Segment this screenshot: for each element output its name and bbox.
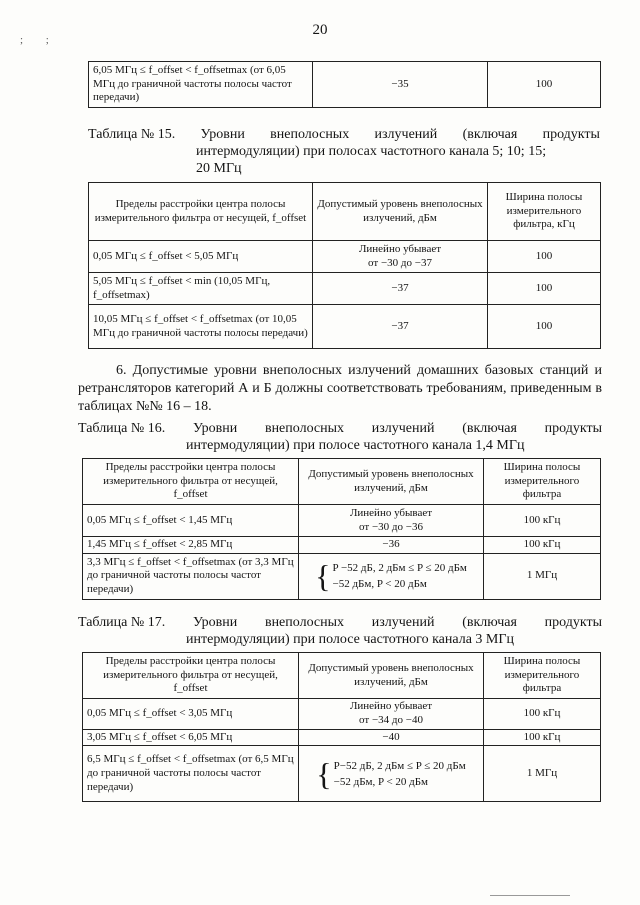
caption-word: излучений <box>374 127 438 142</box>
caption-word: внеполосных <box>264 615 345 630</box>
level-line: Линейно убывает <box>358 242 442 255</box>
page-number: 20 <box>312 22 328 38</box>
header-level: Допустимый уровень внеполосных излучений, дБм <box>313 183 488 241</box>
level-cell <box>299 699 484 730</box>
caption-label: Таблица № 16. <box>78 421 166 436</box>
table-continuation <box>88 61 601 108</box>
caption-line: интермодуляции) при полосе частотного канала 1,4 МГц <box>186 438 525 453</box>
caption-line: 20 МГц <box>196 161 242 176</box>
table-row <box>89 273 601 305</box>
level-cell <box>299 553 484 599</box>
table16 <box>82 458 601 600</box>
table15 <box>88 182 601 349</box>
range-cell: 10,05 МГц ≤ f_offset < f_offsetmax (от 10,05 МГц до граничной частоты полосы передачи) <box>89 305 313 349</box>
range-cell: 0,05 МГц ≤ f_offset < 1,45 МГц <box>83 505 299 537</box>
caption-word: Уровни <box>200 127 245 142</box>
header-range: Пределы расстройки центра полосы измерительного фильтра от несущей, f_offset <box>89 183 313 241</box>
level-cell: −40 <box>299 729 484 746</box>
width-cell: 100 кГц <box>484 537 601 554</box>
table-row <box>83 729 601 746</box>
table-row <box>89 241 601 273</box>
table17 <box>82 652 601 802</box>
caption-label: Таблица № 15. <box>88 127 176 142</box>
caption-word: продукты <box>544 421 602 436</box>
caption-word: (включая <box>462 127 518 142</box>
caption-line: интермодуляции) при полосах частотного канала 5; 10; 15; <box>196 144 547 159</box>
caption-word: (включая <box>462 615 517 630</box>
level-line: Линейно убывает <box>349 506 433 519</box>
caption-word: Уровни <box>192 615 238 630</box>
table-row <box>89 305 601 349</box>
level-cell: −36 <box>299 537 484 554</box>
table-row <box>89 62 601 108</box>
header-level: Допустимый уровень внеполосных излучений, дБм <box>299 653 484 699</box>
table-row <box>83 537 601 554</box>
table-header-row <box>83 459 601 505</box>
table16-caption <box>78 420 602 454</box>
caption-word: излучений <box>371 615 435 630</box>
range-cell: 3,3 МГц ≤ f_offset < f_offsetmax (от 3,3 МГц до граничной частоты полосы частот передачи) <box>83 553 299 599</box>
header-range: Пределы расстройки центра полосы измерительного фильтра от несущей, f_offset <box>83 459 299 505</box>
header-range: Пределы расстройки центра полосы измерительного фильтра от несущей, f_offset <box>83 653 299 699</box>
table-row <box>83 553 601 599</box>
caption-word: внеполосных <box>270 127 350 142</box>
range-cell: 6,05 МГц ≤ f_offset < f_offsetmax (от 6,05 МГц до граничной частоты полосы частот передачи) <box>89 62 313 108</box>
caption-word: Уровни <box>192 421 238 436</box>
table-header-row <box>89 183 601 241</box>
level-line: от −34 до −40 <box>359 713 423 726</box>
header-width: Ширина полосы измерительного фильтра <box>484 459 601 505</box>
range-cell: 3,05 МГц ≤ f_offset < 6,05 МГц <box>83 729 299 746</box>
range-cell: 0,05 МГц ≤ f_offset < 5,05 МГц <box>89 241 313 273</box>
width-cell: 100 кГц <box>484 729 601 746</box>
range-cell: 0,05 МГц ≤ f_offset < 3,05 МГц <box>83 699 299 730</box>
level-line: Линейно убывает <box>349 700 433 712</box>
width-cell: 100 <box>488 305 601 349</box>
level-cell <box>313 241 488 273</box>
range-cell: 1,45 МГц ≤ f_offset < 2,85 МГц <box>83 537 299 554</box>
level-cell: −35 <box>313 62 488 108</box>
caption-word: (включая <box>462 421 517 436</box>
range-cell: 6,5 МГц ≤ f_offset < f_offsetmax (от 6,5 МГц до граничной частоты полосы частот передачи) <box>83 746 299 802</box>
caption-word: внеполосных <box>264 421 345 436</box>
header-width: Ширина полосы измерительного фильтра <box>484 653 601 699</box>
caption-word: продукты <box>544 615 602 630</box>
width-cell: 100 <box>488 273 601 305</box>
width-cell: 100 <box>488 241 601 273</box>
level-cell: −37 <box>313 305 488 349</box>
width-cell: 100 <box>488 62 601 108</box>
table17-caption <box>78 614 602 648</box>
formula-line: P −52 дБ, 2 дБм ≤ P ≤ 20 дБм <box>332 562 467 575</box>
level-line: от −30 до −37 <box>368 256 432 269</box>
margin-marks: ; ; <box>20 34 59 46</box>
level-line: от −30 до −36 <box>359 520 423 533</box>
width-cell: 100 кГц <box>484 505 601 537</box>
header-level: Допустимый уровень внеполосных излучений, дБм <box>299 459 484 505</box>
formula-line: −52 дБм, P < 20 дБм <box>333 775 429 788</box>
width-cell: 1 МГц <box>484 746 601 802</box>
formula-line: P−52 дБ, 2 дБм ≤ P ≤ 20 дБм <box>333 759 466 772</box>
table15-caption <box>88 126 600 177</box>
brace-icon: { <box>315 558 331 595</box>
range-cell: 5,05 МГц ≤ f_offset < min (10,05 МГц, f_offsetmax) <box>89 273 313 305</box>
level-cell <box>299 746 484 802</box>
caption-word: продукты <box>542 127 600 142</box>
formula-line: −52 дБм, P < 20 дБм <box>332 578 427 591</box>
paragraph-text: 6. Допустимые уровни внеполосных излучений домашних базовых станций и ретрансляторов категорий А и Б должны соответствовать требованиям, приведенным в таблицах №№ 16 – 18. <box>78 363 602 414</box>
caption-word: излучений <box>371 421 435 436</box>
table-row <box>83 505 601 537</box>
level-cell <box>299 505 484 537</box>
table-row <box>83 699 601 730</box>
bottom-divider <box>490 895 570 896</box>
header-width: Ширина полосы измерительного фильтра, кГц <box>488 183 601 241</box>
level-cell: −37 <box>313 273 488 305</box>
width-cell: 1 МГц <box>484 553 601 599</box>
brace-icon: { <box>316 755 332 792</box>
table-row <box>83 746 601 802</box>
caption-line: интермодуляции) при полосе частотного канала 3 МГц <box>186 632 514 647</box>
width-cell: 100 кГц <box>484 699 601 730</box>
paragraph-6 <box>78 362 602 416</box>
table-header-row <box>83 653 601 699</box>
caption-label: Таблица № 17. <box>78 615 166 630</box>
